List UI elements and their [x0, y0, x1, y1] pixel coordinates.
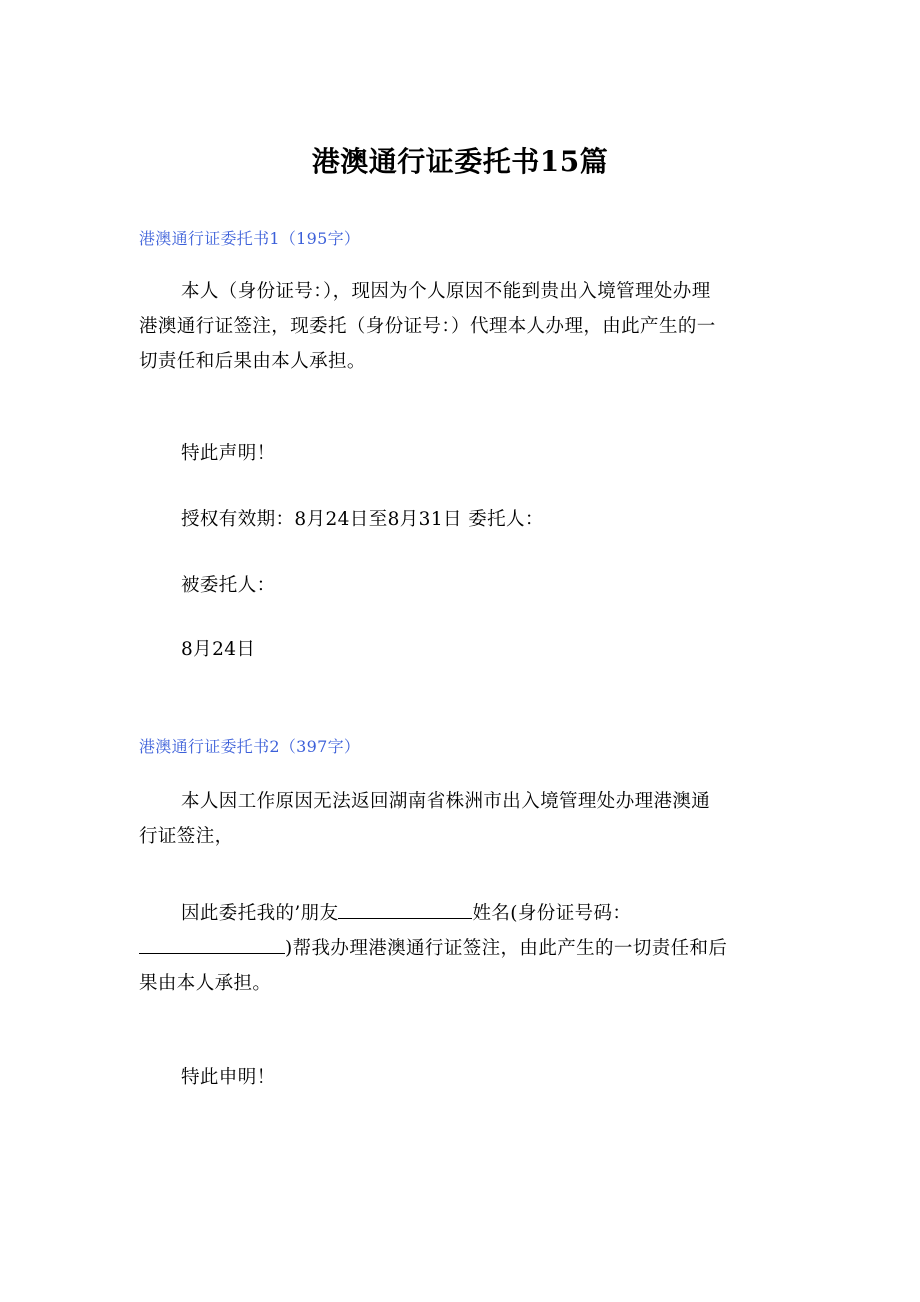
section-2-paragraph-1 [139, 784, 789, 854]
section-1-date: 8月24日 [181, 639, 256, 660]
section-2-paragraph-2-line-1 [139, 896, 789, 931]
section-2-paragraph-2-line-2-text: )帮我办理港澳通行证签注，由此产生的一切责任和后 [285, 938, 728, 959]
section-2-paragraph-2-line-2 [139, 931, 789, 966]
section-1-paragraph [139, 274, 789, 379]
section-1-paragraph-line-3: 切责任和后果由本人承担。 [139, 351, 366, 372]
section-2-paragraph-2 [139, 896, 789, 1001]
section-1-trustee: 被委托人： [181, 575, 276, 596]
friend-name-blank [338, 899, 472, 919]
section-2-heading: 港澳通行证委托书2（397字） [139, 737, 361, 756]
section-2-statement: 特此申明！ [181, 1067, 276, 1088]
section-1-paragraph-line-1: 本人（身份证号：），现因为个人原因不能到贵出入境管理处办理 [181, 281, 711, 302]
section-2-paragraph-1-line-2: 行证签注， [139, 826, 234, 847]
section-1-statement: 特此声明！ [181, 443, 276, 464]
section-2-paragraph-2-suffix: 姓名(身份证号码： [472, 903, 632, 924]
section-1-heading: 港澳通行证委托书1（195字） [139, 229, 361, 248]
document-title: 港澳通行证委托书15篇 [311, 145, 609, 178]
section-2-paragraph-2-line-3: 果由本人承担。 [139, 973, 272, 994]
section-1-validity: 授权有效期：8月24日至8月31日 委托人： [181, 509, 544, 530]
id-number-blank [139, 934, 285, 954]
section-1-paragraph-line-2: 港澳通行证签注，现委托（身份证号：）代理本人办理，由此产生的一 [139, 316, 716, 337]
section-2-paragraph-1-line-1: 本人因工作原因无法返回湖南省株洲市出入境管理处办理港澳通 [181, 791, 711, 812]
section-2-paragraph-2-prefix: 因此委托我的’朋友 [181, 903, 339, 924]
